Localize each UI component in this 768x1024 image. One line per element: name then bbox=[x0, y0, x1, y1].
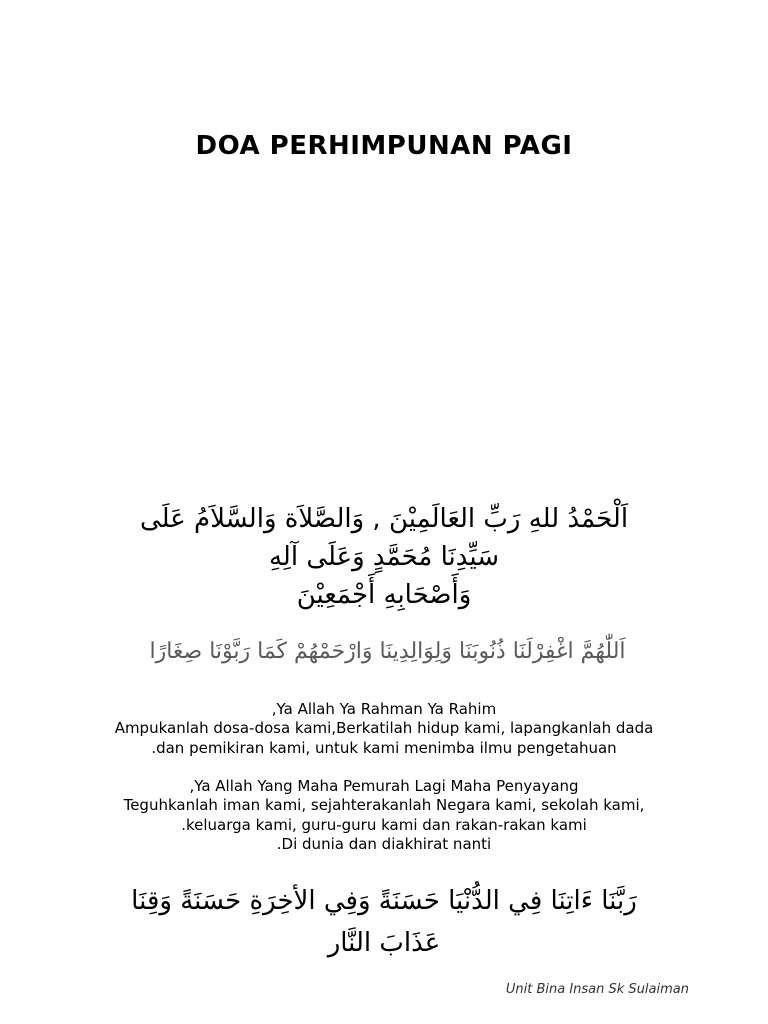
missing-glyph-line bbox=[104, 340, 688, 368]
translation-paragraph-2 bbox=[0, 777, 768, 855]
arabic-closing-line: رَبَّنَا ءَاتِنَا فِي الدُّنْيَا حَسَنَةً وَفِي الأخِرَةِ حَسَنَةً وَقِنَا bbox=[131, 886, 637, 916]
missing-glyph-line bbox=[104, 257, 688, 285]
arabic-heading-line: وَأَصْحَابِهِ أَجْمَعِيْنَ bbox=[296, 580, 472, 610]
translation-line: ,Ya Allah Yang Maha Pemurah Lagi Maha Penyayang bbox=[189, 777, 579, 795]
translation-line: Ampukanlah dosa-dosa kami,Berkatilah hidup kami, lapangkanlah dada bbox=[114, 719, 654, 738]
arabic-closing-line: عَذَابَ النَّار bbox=[327, 928, 441, 958]
translation-paragraph-1 bbox=[0, 700, 768, 758]
arabic-heading-line: سَيِّدِنَا مُحَمَّدٍ وَعَلَى آلِهِ bbox=[268, 542, 500, 572]
translation-line: .Di dunia dan diakhirat nanti bbox=[276, 835, 492, 854]
arabic-hamdalah bbox=[60, 500, 708, 614]
translation-line: .keluarga kami, guru-guru kami dan rakan-rakan kami bbox=[181, 815, 587, 834]
missing-glyph-line bbox=[104, 423, 688, 451]
calligraphy-prayer-image: اَللّٰهُمَّ اغْفِرْلَنَا ذُنُوبَنَا وَلِوَالِدِينَا وَارْحَمْهُمْ كَمَا رَبَّوْنَا صِغَارًا bbox=[149, 639, 626, 664]
missing-glyph-line bbox=[104, 671, 688, 699]
arabic-heading-line: اَلْحَمْدُ للهِ رَبِّ العَالَمِيْنَ , وَالصَّلاَة وَالسَّلاَمُ عَلَى bbox=[139, 504, 629, 534]
translation-line: ,Ya Allah Ya Rahman Ya Rahim bbox=[271, 700, 497, 718]
footer-credit: Unit Bina Insan Sk Sulaiman bbox=[505, 982, 689, 997]
document-title: DOA PERHIMPUNAN PAGI bbox=[195, 131, 573, 161]
translation-line: Teguhkanlah iman kami, sejahterakanlah Negara kami, sekolah kami, bbox=[123, 796, 645, 815]
translation-line: .dan pemikiran kami, untuk kami menimba ilmu pengetahuan bbox=[151, 738, 617, 757]
arabic-closing-prayer bbox=[60, 880, 708, 964]
